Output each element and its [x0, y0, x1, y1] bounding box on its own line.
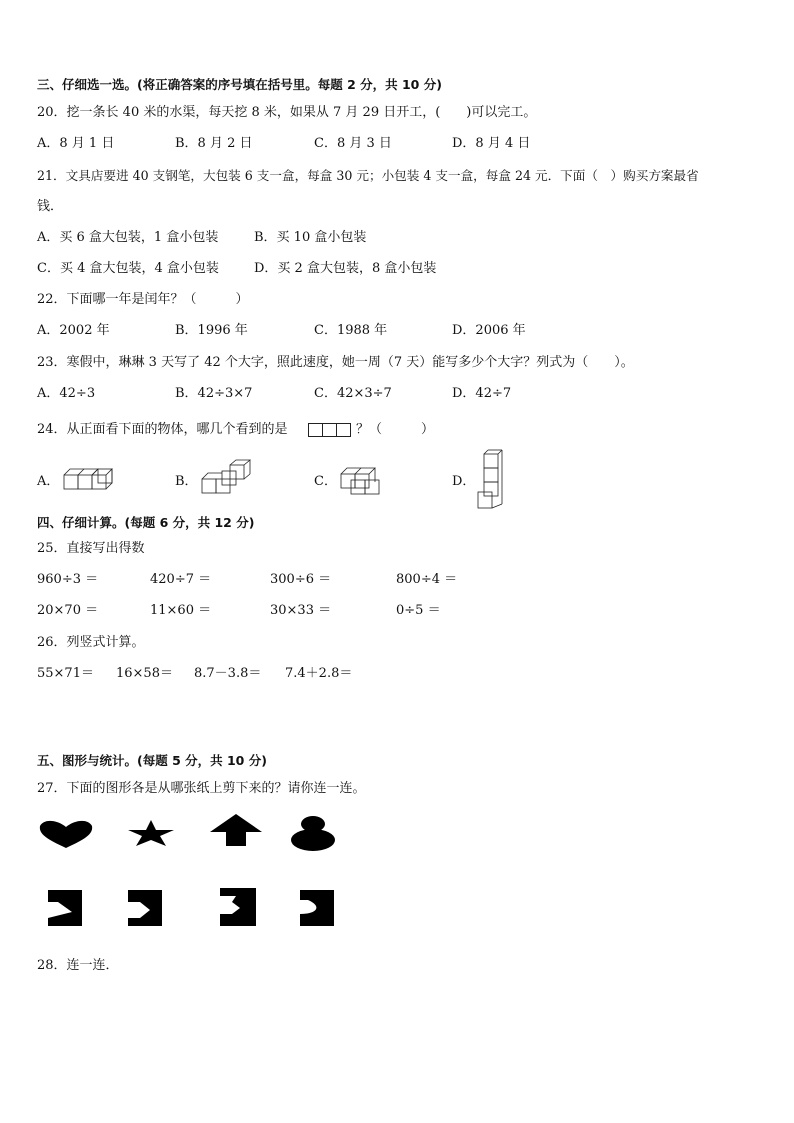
question-27-stem: 27．下面的图形各是从哪张纸上剪下来的？请你连一连。: [37, 781, 366, 796]
q23-option-b: B．42÷3×7: [175, 386, 253, 401]
q22-option-c: C．1988 年: [314, 323, 388, 338]
q22-option-b: B．1996 年: [175, 323, 248, 338]
q24-option-c: C．: [314, 474, 337, 489]
q21-option-b: B．买 10 盒小包装: [254, 230, 367, 245]
q20-option-b: B．8 月 2 日: [175, 136, 253, 151]
heart-icon: [38, 820, 94, 850]
question-28-stem: 28．连一连．: [37, 958, 119, 973]
question-24-stem: 24．从正面看下面的物体，哪几个看到的是: [37, 422, 288, 437]
question-21-stem-continued: 钱．: [37, 199, 64, 214]
q25-item-7: 30×33 ＝: [270, 603, 332, 618]
arrow-up-icon: [208, 812, 264, 848]
q20-option-c: C．8 月 3 日: [314, 136, 392, 151]
q24-option-a: A．: [37, 474, 60, 489]
question-20-stem: 20．挖一条长 40 米的水渠，每天挖 8 米，如果从 7 月 29 日开工，( )可以完工。: [37, 105, 537, 120]
question-21-stem: 21．文具店要进 40 支钢笔，大包装 6 支一盒，每盒 30 元；小包装 4 支一盒，每盒 24 元．下面（ ）购买方案最省: [37, 168, 699, 183]
q23-option-d: D．42÷7: [452, 386, 512, 401]
q24-option-b: B．: [175, 474, 198, 489]
q22-option-a: A．2002 年: [37, 323, 110, 338]
section-5-heading: 五、图形与统计。(每题 5 分，共 10 分): [37, 753, 267, 768]
q25-item-6: 11×60 ＝: [150, 603, 212, 618]
paper-piece-3-icon: [218, 886, 258, 928]
q25-item-3: 300÷6 ＝: [270, 572, 332, 587]
star-icon: [126, 818, 176, 846]
paper-piece-4-icon: [298, 888, 336, 928]
q26-item-3: 8.7－3.8＝: [194, 666, 262, 681]
cloud-shape-icon: [291, 814, 337, 852]
q25-item-8: 0÷5 ＝: [396, 603, 441, 618]
q25-item-2: 420÷7 ＝: [150, 572, 212, 587]
cube-figure-d-icon: [476, 452, 506, 512]
q21-option-c: C．买 4 盒大包装，4 盒小包装: [37, 261, 219, 276]
question-26-stem: 26．列竖式计算。: [37, 635, 145, 650]
section-3-heading: 三、仔细选一选。(将正确答案的序号填在括号里。每题 2 分，共 10 分): [37, 77, 442, 92]
question-22-stem: 22．下面哪一年是闰年？（ ）: [37, 292, 249, 307]
q20-option-d: D．8 月 4 日: [452, 136, 531, 151]
q20-option-a: A．8 月 1 日: [37, 136, 115, 151]
q21-option-a: A．买 6 盒大包装，1 盒小包装: [37, 230, 219, 245]
question-24-stem-end: ？（ ）: [356, 422, 435, 437]
q26-item-4: 7.4＋2.8＝: [285, 666, 353, 681]
cube-figure-a-icon: [62, 465, 120, 495]
question-23-stem: 23．寒假中，琳琳 3 天写了 42 个大字，照此速度，她一周（7 天）能写多少个大字？列式为（ ）。: [37, 355, 634, 370]
q25-item-1: 960÷3 ＝: [37, 572, 99, 587]
q25-item-5: 20×70 ＝: [37, 603, 99, 618]
q21-option-d: D．买 2 盒大包装，8 盒小包装: [254, 261, 437, 276]
paper-piece-1-icon: [46, 888, 84, 928]
q25-item-4: 800÷4 ＝: [396, 572, 458, 587]
paper-piece-2-icon: [126, 888, 164, 928]
q26-item-2: 16×58＝: [116, 666, 173, 681]
q23-option-a: A．42÷3: [37, 386, 96, 401]
q24-option-d: D．: [452, 474, 476, 489]
cube-figure-c-icon: [339, 466, 391, 498]
q22-option-d: D．2006 年: [452, 323, 526, 338]
cube-figure-b-icon: [200, 463, 252, 497]
q23-option-c: C．42×3÷7: [314, 386, 392, 401]
q26-item-1: 55×71＝: [37, 666, 94, 681]
question-25-stem: 25．直接写出得数: [37, 541, 145, 556]
three-squares-view-icon: [308, 422, 354, 438]
section-4-heading: 四、仔细计算。(每题 6 分，共 12 分): [37, 515, 255, 530]
